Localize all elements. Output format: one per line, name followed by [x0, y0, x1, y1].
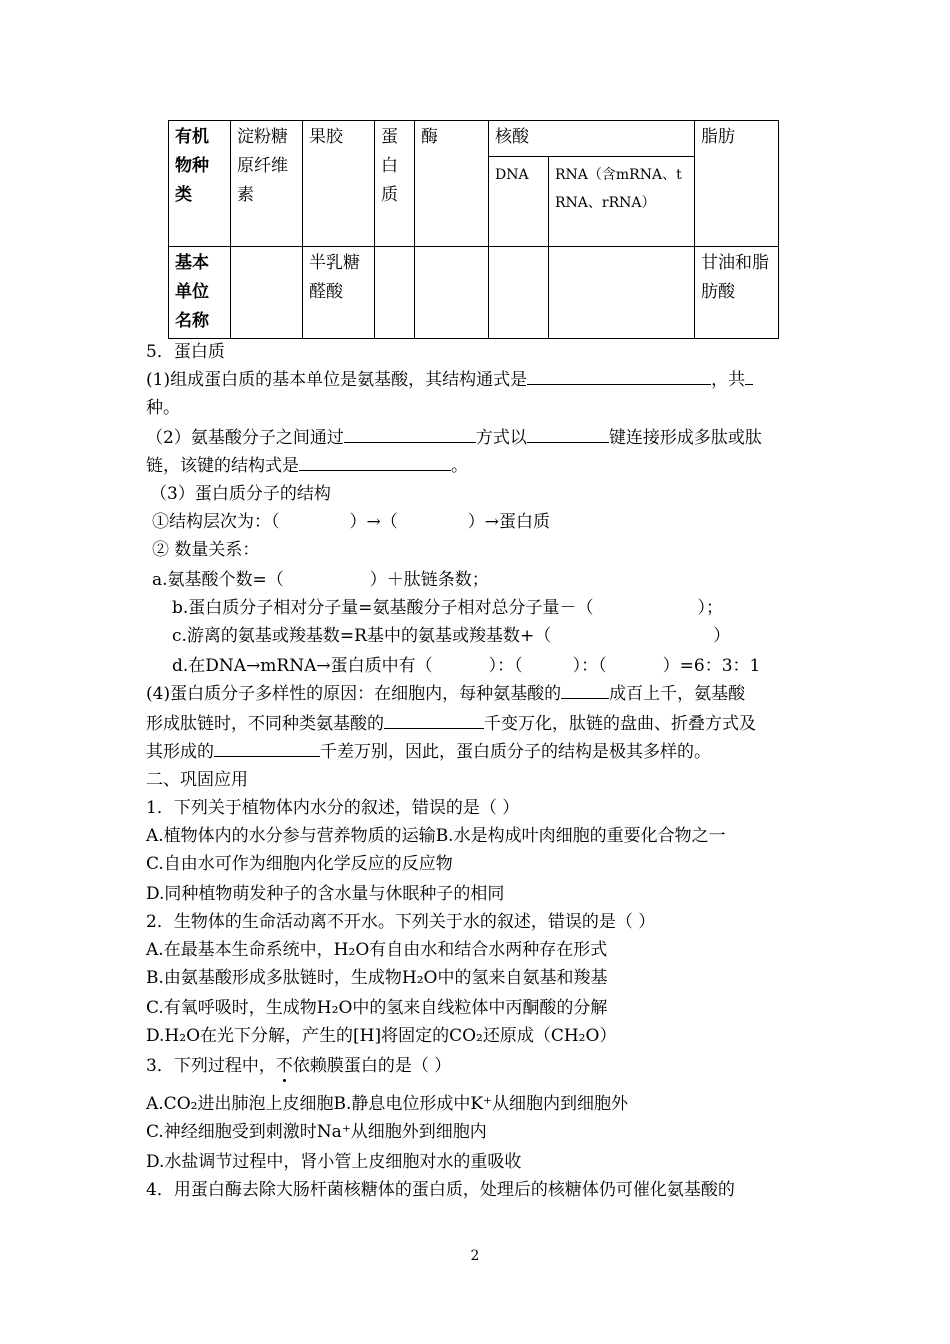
- q3-1-text3: ）→蛋白质: [467, 512, 550, 532]
- table-cell-empty: [415, 247, 489, 339]
- question-3: [146, 1052, 806, 1080]
- question-2: 2．生物体的生命活动离不开水。下列关于水的叙述，错误的是（ ）: [146, 912, 656, 932]
- q3-d: [172, 652, 832, 680]
- q3-1-text2: ）→（: [349, 512, 398, 532]
- q4-text3: 形成肽链时，不同种类氨基酸的: [146, 714, 384, 734]
- q1-line1: [146, 366, 806, 394]
- q2-text5: 。: [451, 456, 468, 476]
- q3-c-text: c.游离的氨基或羧基数=R基中的氨基或羧基数+（: [172, 626, 552, 646]
- q3-b-text: b.蛋白质分子相对分子量=氨基酸分子相对总分子量－（: [172, 598, 594, 618]
- q3-pre: 3．下列过程中，: [146, 1056, 276, 1076]
- table-cell-rna: RNA（含mRNA、tRNA、rRNA）: [549, 157, 695, 247]
- option-d: D.同种植物萌发种子的含水量与休眠种子的相同: [146, 884, 505, 904]
- blank: [745, 366, 753, 385]
- q3-structure-levels: [152, 508, 812, 536]
- q3-d-text: d.在DNA→mRNA→蛋白质中有（: [172, 656, 433, 676]
- q3-quantity-title: ② 数量关系：: [152, 540, 260, 560]
- question-3-options-ab: [146, 1090, 806, 1118]
- q4-text2: 成百上千，氨基酸: [609, 684, 746, 704]
- q4-text6: 千差万别，因此，蛋白质分子的结构是极其多样的。: [320, 742, 711, 762]
- q4-text4: 千变万化，肽链的盘曲、折叠方式及: [484, 714, 756, 734]
- q3-b: [172, 594, 832, 622]
- q4-text5: 其形成的: [146, 742, 214, 762]
- q3-a-text2: ）＋肽链条数；: [369, 570, 489, 590]
- table-cell-enzyme: 酶: [415, 121, 489, 247]
- option-b: B.水是构成叶肉细胞的重要化合物之一: [435, 826, 726, 846]
- question-1-options-ab: [146, 822, 806, 850]
- blank: [384, 710, 484, 729]
- table-cell-nucleic-acid: 核酸: [489, 121, 695, 157]
- option-c: C.神经细胞受到刺激时Na⁺从细胞外到细胞内: [146, 1122, 487, 1142]
- q3-a-text: a.氨基酸个数=（: [152, 570, 284, 590]
- option-d: D.H₂O在光下分解，产生的[H]将固定的CO₂还原成（CH₂O）: [146, 1026, 617, 1046]
- blank: [561, 680, 609, 699]
- table-cell-pectin-unit: 半乳糖醛酸: [303, 247, 375, 339]
- question-1: 1．下列关于植物体内水分的叙述，错误的是（ ）: [146, 798, 520, 818]
- q3-post: 依赖膜蛋白的是（ ）: [292, 1056, 452, 1076]
- organic-matter-table: [168, 120, 779, 339]
- table-cell-starch: 淀粉糖原纤维素: [231, 121, 303, 247]
- q3-1-text: ①结构层次为：（: [152, 512, 280, 532]
- table-cell-empty: [489, 247, 549, 339]
- section5-title: 5．蛋白质: [146, 342, 225, 362]
- table-cell-empty: [375, 247, 415, 339]
- q4-line1: [146, 680, 806, 708]
- table-cell-pectin: 果胶: [303, 121, 375, 247]
- option-c: C.有氧呼吸时，生成物H₂O中的氢来自线粒体中丙酮酸的分解: [146, 998, 608, 1018]
- q1-text2: ，共: [711, 370, 746, 390]
- question-4: 4．用蛋白酶去除大肠杆菌核糖体的蛋白质，处理后的核糖体仍可催化氨基酸的: [146, 1180, 735, 1200]
- q4-text: (4)蛋白质分子多样性的原因：在细胞内，每种氨基酸的: [146, 684, 562, 704]
- table-cell-empty: [549, 247, 695, 339]
- table-cell-dna: DNA: [489, 157, 549, 247]
- table-cell-protein: 蛋白质: [375, 121, 415, 247]
- q2-text4: 链，该键的结构式是: [146, 456, 299, 476]
- blank: [214, 738, 320, 757]
- q3-d-text2: ）：（: [488, 656, 523, 676]
- q3-d-text4: ）=6：3：1: [662, 656, 761, 676]
- option-a: A.CO₂进出肺泡上皮细胞: [146, 1094, 334, 1114]
- q1-line2: 种。: [146, 398, 180, 418]
- option-c: C.自由水可作为细胞内化学反应的反应物: [146, 854, 453, 874]
- blank: [299, 452, 451, 471]
- table-cell-fat: 脂肪: [695, 121, 779, 247]
- emphasis-not: 不: [275, 1056, 293, 1076]
- q3-c: [172, 622, 832, 650]
- blank: [527, 424, 609, 443]
- q3-a: [152, 566, 812, 594]
- part2-title: 二、巩固应用: [146, 770, 248, 790]
- q4-line2: [146, 710, 806, 738]
- q2-text: （2）氨基酸分子之间通过: [146, 428, 344, 448]
- q2-line1: [146, 424, 806, 452]
- table-cell-empty: [231, 247, 303, 339]
- option-b: B.静息电位形成中K⁺从细胞内到细胞外: [333, 1094, 629, 1114]
- blank: [344, 424, 476, 443]
- option-d: D.水盐调节过程中，肾小管上皮细胞对水的重吸收: [146, 1152, 522, 1172]
- table-header-types: 有机物种类: [169, 121, 231, 247]
- q2-line2: [146, 452, 806, 480]
- q4-line3: [146, 738, 806, 766]
- option-a: A.在最基本生命系统中，H₂O有自由水和结合水两种存在形式: [146, 940, 608, 960]
- table-cell-fat-unit: 甘油和脂肪酸: [695, 247, 779, 339]
- q1-text: (1)组成蛋白质的基本单位是氨基酸，其结构通式是: [146, 370, 528, 390]
- page-number: 2: [470, 1248, 480, 1264]
- table-header-units: 基本单位名称: [169, 247, 231, 339]
- q3-c-text2: ）: [713, 626, 731, 646]
- blank: [527, 366, 711, 385]
- q3-b-text2: ）；: [697, 598, 724, 618]
- q3-d-text3: ）：（: [572, 656, 607, 676]
- q2-text3: 键连接形成多肽或肽: [608, 428, 762, 448]
- option-a: A.植物体内的水分参与营养物质的运输: [146, 826, 436, 846]
- option-b: B.由氨基酸形成多肽链时，生成物H₂O中的氢来自氨基和羧基: [146, 968, 608, 988]
- q2-text2: 方式以: [475, 428, 527, 448]
- q3-title: （3）蛋白质分子的结构: [150, 484, 331, 504]
